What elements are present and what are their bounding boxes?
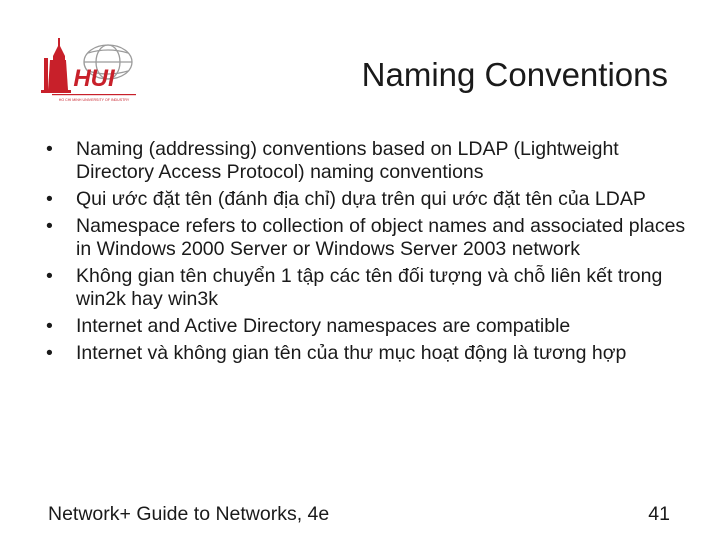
bullet-icon: • xyxy=(46,315,53,337)
bullet-item xyxy=(46,138,686,184)
bullet-icon: • xyxy=(46,188,53,210)
svg-text:HUI: HUI xyxy=(73,65,115,92)
slide-title: Naming Conventions xyxy=(361,56,668,93)
bullet-text: Không gian tên chuyển 1 tập các tên đối tượng và chỗ liên kết trong win2k hay win3k xyxy=(76,265,663,310)
bullet-icon: • xyxy=(46,265,53,287)
hui-logo-icon xyxy=(36,36,144,104)
bullet-text: Qui ước đặt tên (đánh địa chỉ) dựa trên qui ước đặt tên của LDAP xyxy=(76,188,646,210)
bullet-text: Naming (addressing) conventions based on LDAP (Lightweight Directory Access Protocol) naming conventions xyxy=(76,138,619,183)
bullet-icon: • xyxy=(46,138,53,160)
bullet-item xyxy=(46,315,686,338)
footer-course-title: Network+ Guide to Networks, 4e xyxy=(48,503,330,525)
university-logo xyxy=(36,36,144,104)
bullet-item xyxy=(46,265,686,311)
bullet-text: Internet và không gian tên của thư mục hoạt động là tương hợp xyxy=(76,342,627,364)
bullet-item xyxy=(46,188,686,211)
svg-text:HO CHI MINH UNIVERSITY OF INDU: HO CHI MINH UNIVERSITY OF INDUSTRY xyxy=(58,98,130,102)
bullet-item xyxy=(46,342,686,365)
bullet-text: Namespace refers to collection of object names and associated places in Windows 2000 Server or Windows Server 2003 network xyxy=(76,215,686,260)
page-number: 41 xyxy=(648,503,670,525)
bullet-icon: • xyxy=(46,342,53,364)
bullet-item xyxy=(46,215,686,261)
bullet-list xyxy=(46,138,686,369)
bullet-icon: • xyxy=(46,215,53,237)
bullet-text: Internet and Active Directory namespaces are compatible xyxy=(76,315,571,337)
